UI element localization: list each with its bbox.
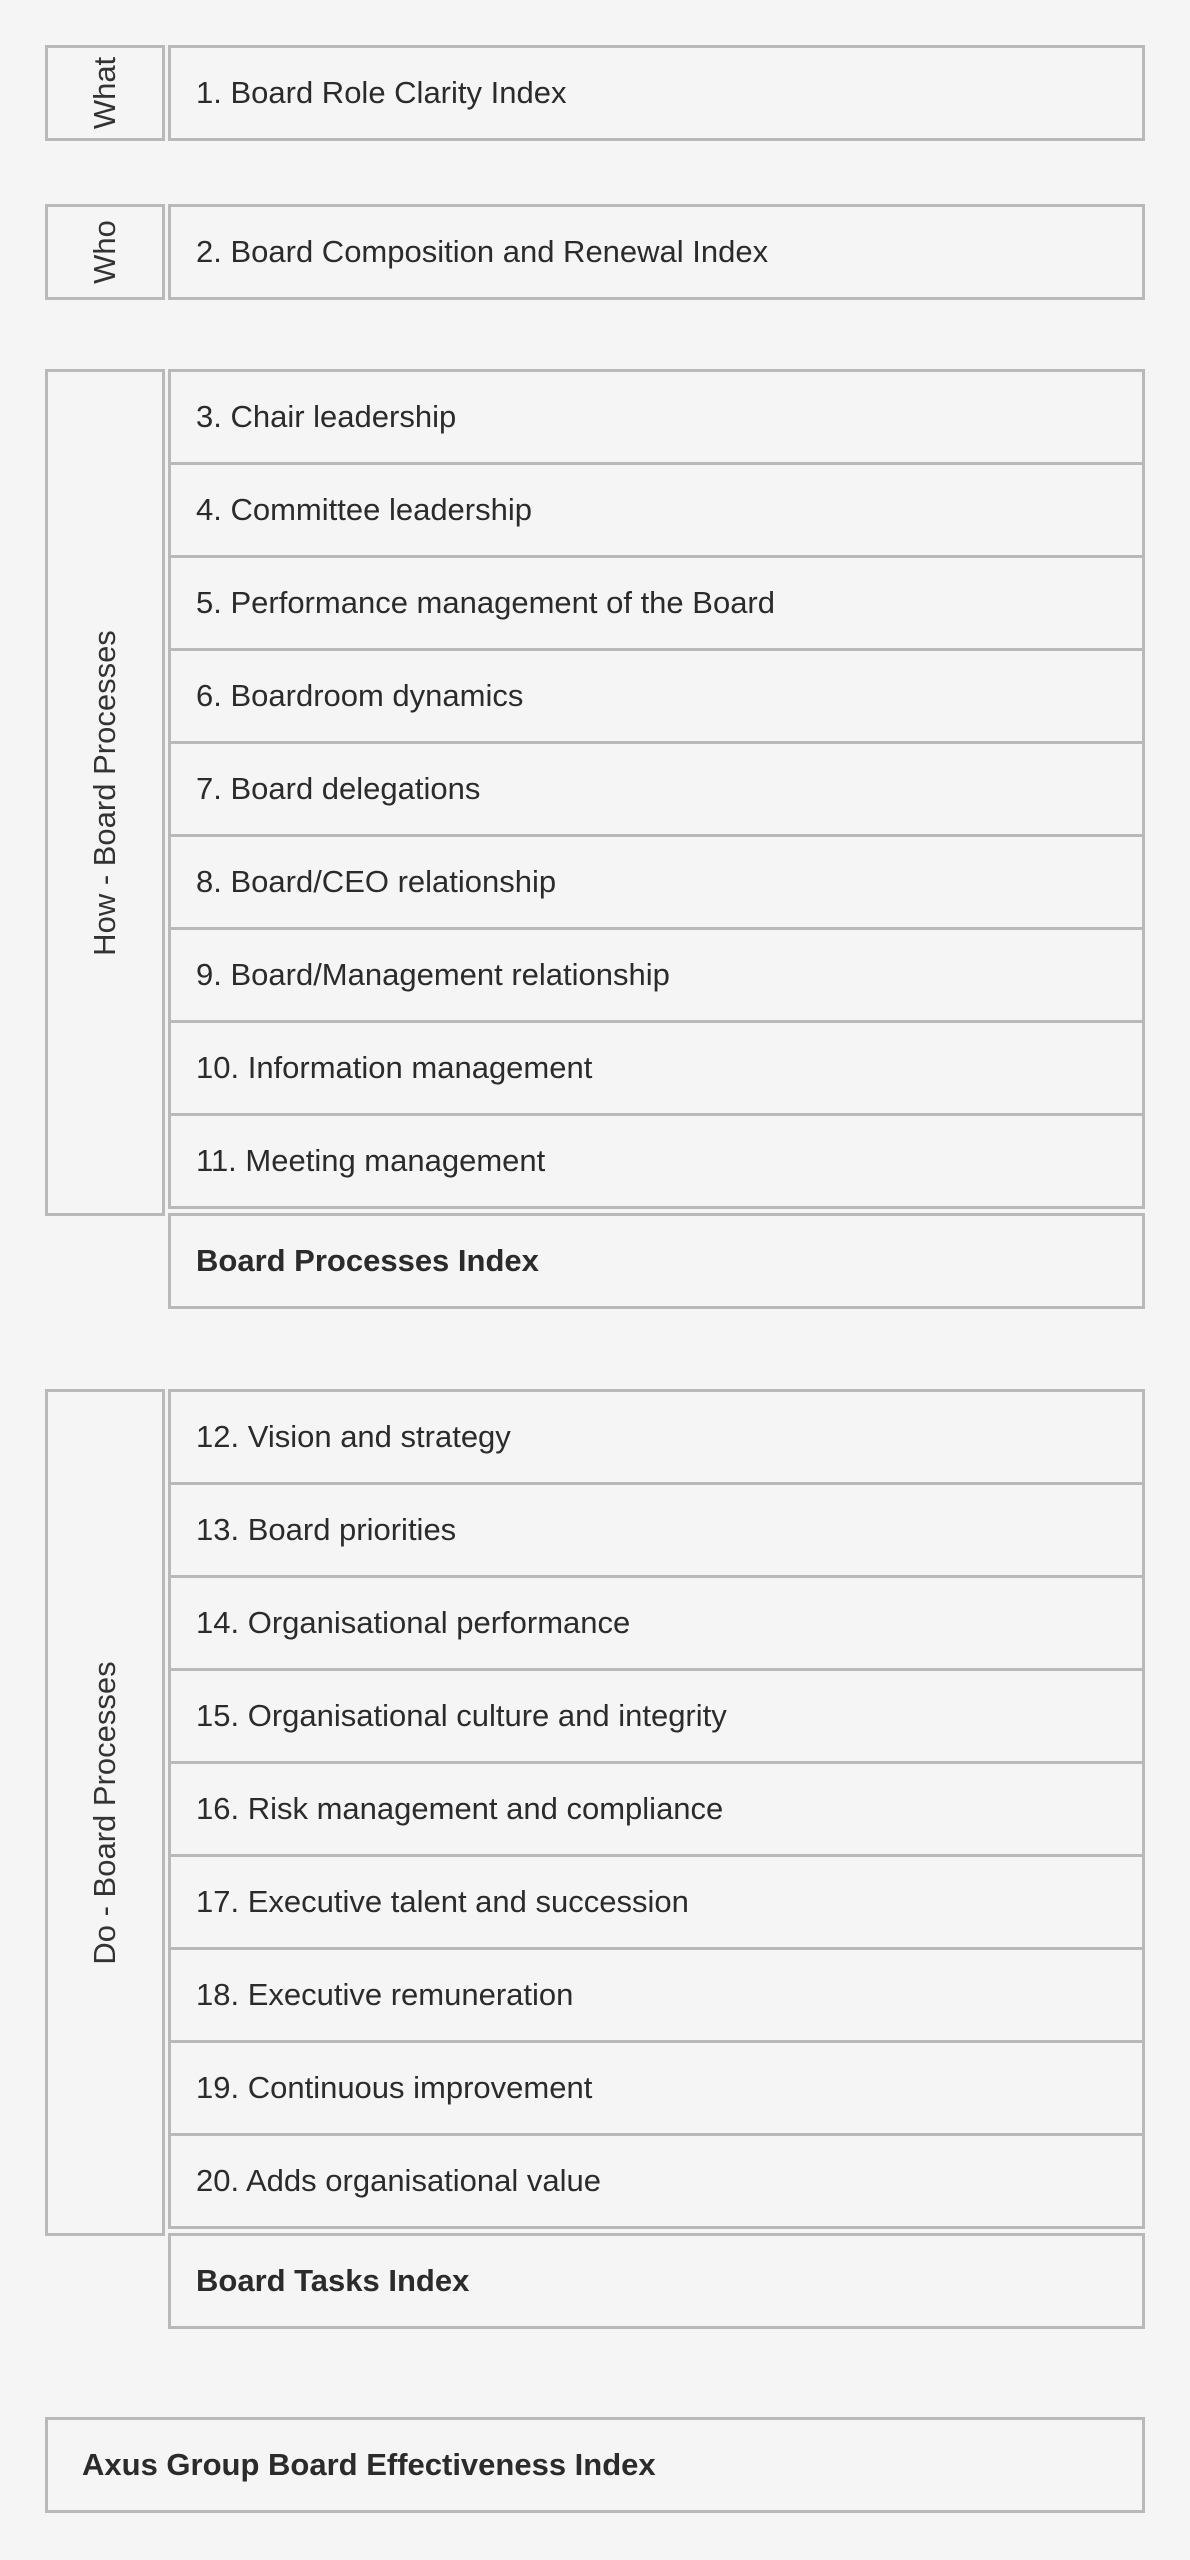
what-side-box xyxy=(45,45,165,141)
list-item: 7. Board delegations xyxy=(168,741,1145,837)
who-section xyxy=(45,204,1145,300)
list-item: 13. Board priorities xyxy=(168,1482,1145,1578)
list-item: 8. Board/CEO relationship xyxy=(168,834,1145,930)
list-item: 1. Board Role Clarity Index xyxy=(168,45,1145,141)
who-label: Who xyxy=(87,220,122,284)
list-item: 19. Continuous improvement xyxy=(168,2040,1145,2136)
list-item: 20. Adds organisational value xyxy=(168,2133,1145,2229)
do-section xyxy=(45,1389,1145,2329)
list-item: 17. Executive talent and succession xyxy=(168,1854,1145,1950)
list-item: 2. Board Composition and Renewal Index xyxy=(168,204,1145,300)
list-item: 18. Executive remuneration xyxy=(168,1947,1145,2043)
list-item: 11. Meeting management xyxy=(168,1113,1145,1209)
list-item: 6. Boardroom dynamics xyxy=(168,648,1145,744)
what-label: What xyxy=(87,56,122,130)
board-effectiveness-index: Axus Group Board Effectiveness Index xyxy=(45,2417,1145,2513)
list-item: 3. Chair leadership xyxy=(168,369,1145,465)
do-label: Do - Board Processes xyxy=(87,1660,122,1965)
list-item: 4. Committee leadership xyxy=(168,462,1145,558)
board-processes-index: Board Processes Index xyxy=(168,1213,1145,1309)
what-section xyxy=(45,45,1145,141)
how-side-box xyxy=(45,369,165,1216)
how-label: How - Board Processes xyxy=(87,629,122,956)
list-item: 10. Information management xyxy=(168,1020,1145,1116)
list-item: 12. Vision and strategy xyxy=(168,1389,1145,1485)
list-item: 15. Organisational culture and integrity xyxy=(168,1668,1145,1764)
do-side-box xyxy=(45,1389,165,2236)
list-item: 14. Organisational performance xyxy=(168,1575,1145,1671)
how-section xyxy=(45,369,1145,1309)
list-item: 9. Board/Management relationship xyxy=(168,927,1145,1023)
who-side-box xyxy=(45,204,165,300)
board-tasks-index: Board Tasks Index xyxy=(168,2233,1145,2329)
list-item: 5. Performance management of the Board xyxy=(168,555,1145,651)
list-item: 16. Risk management and compliance xyxy=(168,1761,1145,1857)
